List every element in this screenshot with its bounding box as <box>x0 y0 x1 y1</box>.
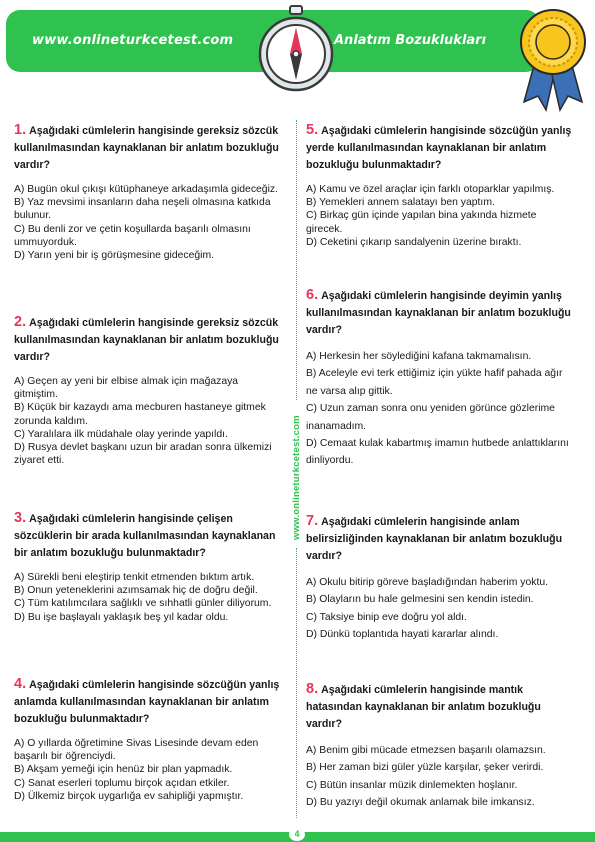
option-d[interactable]: D) Bu yazıyı değil okumak anlamak bile imkansız. <box>306 797 535 809</box>
option-a[interactable]: A) O yıllarda öğretimine Sivas Lisesinde devam eden başarılı bir öğrenciydi. <box>14 738 259 763</box>
question-stem: 7. Aşağıdaki cümlelerin hangisinde anlam belirsizliğinden kaynaklanan bir anlatım bozukluğu vardır? <box>306 513 563 562</box>
question-stem: 1. Aşağıdaki cümlelerin hangisinde gereksiz sözcük kullanılmasından kaynaklanan bir anlatım bozukluğu vardır? <box>14 122 279 171</box>
option-a[interactable]: A) Geçen ay yeni bir elbise almak için mağazaya gitmiştim. <box>14 376 239 401</box>
option-b[interactable]: B) Yaz mevsimi insanların daha neşeli olmasına katkıda bulunur. <box>14 197 271 222</box>
question-1 <box>14 122 282 262</box>
question-3 <box>14 510 282 624</box>
option-b[interactable]: B) Onun yeteneklerini azımsamak hiç de doğru değil. <box>14 585 258 597</box>
option-c[interactable]: C) Bu denli zor ve çetin koşullarda başarılı olmasını ummuyorduk. <box>14 223 251 248</box>
option-b[interactable]: B) Aceleyle evi terk ettiğimiz için yükte hafif pahada ağır ne varsa alıp gittik. <box>306 368 563 397</box>
site-url[interactable]: www.onlineturkcetest.com <box>32 33 234 48</box>
option-d[interactable]: D) Yarın yeni bir iş görüşmesine gideceğim. <box>14 250 215 262</box>
option-b[interactable]: B) Yemekleri annem salatayı ben yaptım. <box>306 197 495 209</box>
options <box>306 742 574 812</box>
option-d[interactable]: D) Cemaat kulak kabartmış imamın hutbede anlattıklarını dinliyordu. <box>306 438 569 467</box>
options <box>14 737 282 803</box>
option-d[interactable]: D) Dünkü toplantıda hayati kararlar alındı. <box>306 629 499 641</box>
column-divider-bottom <box>296 548 297 818</box>
option-c[interactable]: C) Yaralılara ilk müdahale olay yerinde yapıldı. <box>14 428 228 440</box>
option-a[interactable]: A) Herkesin her söylediğini kafana takmamalısın. <box>306 351 532 362</box>
question-stem: 3. Aşağıdaki cümlelerin hangisinde çelişen sözcüklerin bir arada kullanılmasından kaynaklanan bir anlatım bozukluğu bulunmaktadır? <box>14 510 276 559</box>
question-number: 8. <box>306 681 319 697</box>
option-c[interactable]: C) Birkaç gün içinde yapılan bina yakında hizmete girecek. <box>306 210 537 235</box>
option-b[interactable]: B) Her zaman bizi güler yüzle karşılar, şeker verirdi. <box>306 762 544 774</box>
question-4 <box>14 676 282 803</box>
question-6 <box>306 287 574 470</box>
question-stem: 6. Aşağıdaki cümlelerin hangisinde deyimin yanlış kullanılmasından kaynaklanan bir anlatım bozukluğu vardır? <box>306 287 571 336</box>
option-b[interactable]: B) Küçük bir kazaydı ama mecburen hastaneye gitmek zorunda kaldım. <box>14 402 266 427</box>
option-a[interactable]: A) Kamu ve özel araçlar için farklı otoparklar yapılmış. <box>306 184 555 195</box>
question-stem: 5. Aşağıdaki cümlelerin hangisinde sözcüğün yanlış yerde kullanılmasından kaynaklanan bir anlatım bozukluğu bulunmaktadır? <box>306 122 572 171</box>
award-ribbon-icon <box>514 6 592 112</box>
question-8 <box>306 681 574 812</box>
question-number: 1. <box>14 122 27 138</box>
option-d[interactable]: D) Ceketini çıkarıp sandalyenin üzerine bıraktı. <box>306 236 522 248</box>
option-b[interactable]: B) Akşam yemeği için henüz bir plan yapmadık. <box>14 764 233 776</box>
question-number: 2. <box>14 314 27 330</box>
option-a[interactable]: A) Okulu bitirip göreve başladığından haberim yoktu. <box>306 577 549 588</box>
options <box>306 348 574 470</box>
option-d[interactable]: D) Bu işe başlayalı yaklaşık beş yıl kadar oldu. <box>14 611 229 623</box>
column-divider-top <box>296 120 297 400</box>
option-d[interactable]: D) Rusya devlet başkanı uzun bir aradan sonra ülkemizi ziyaret etti. <box>14 442 272 467</box>
compass-icon <box>256 4 336 92</box>
option-c[interactable]: C) Uzun zaman sonra onu yeniden görünce gözlerime inanamadım. <box>306 403 555 432</box>
question-number: 6. <box>306 287 319 303</box>
option-b[interactable]: B) Olayların bu hale gelmesini sen kendin istedin. <box>306 594 534 606</box>
options <box>14 375 282 467</box>
option-c[interactable]: C) Taksiye binip eve doğru yol aldı. <box>306 611 467 623</box>
question-number: 5. <box>306 122 319 138</box>
question-stem: 8. Aşağıdaki cümlelerin hangisinde mantık hatasından kaynaklanan bir anlatım bozukluğu vardır? <box>306 681 541 730</box>
question-5 <box>306 122 574 249</box>
option-c[interactable]: C) Bütün insanlar müzik dinlemekten hoşlanır. <box>306 779 518 791</box>
question-number: 7. <box>306 513 319 529</box>
option-c[interactable]: C) Tüm katılımcılara sağlıklı ve sıhhatli günler diliyorum. <box>14 598 272 610</box>
options <box>14 571 282 624</box>
option-a[interactable]: A) Benim gibi mücade etmezsen başarılı olamazsın. <box>306 745 546 756</box>
option-d[interactable]: D) Ülkemiz birçok uygarlığa ev sahipliği yapmıştır. <box>14 790 244 802</box>
options <box>306 574 574 644</box>
options <box>14 183 282 262</box>
option-a[interactable]: A) Sürekli beni eleştirip tenkit etmenden bıktım artık. <box>14 572 255 583</box>
question-7 <box>306 513 574 644</box>
options <box>306 183 574 249</box>
page-number: 4 <box>289 828 305 841</box>
option-a[interactable]: A) Bugün okul çıkışı kütüphaneye arkadaşımla gideceğiz. <box>14 184 278 195</box>
question-stem: 2. Aşağıdaki cümlelerin hangisinde gereksiz sözcük kullanılmasından kaynaklanan bir anlatım bozukluğu vardır? <box>14 314 279 363</box>
topic-title: Anlatım Bozuklukları <box>334 33 487 48</box>
question-number: 4. <box>14 676 27 692</box>
question-stem: 4. Aşağıdaki cümlelerin hangisinde sözcüğün yanlış anlamda kullanılmasından kaynaklanan bir anlatım bozukluğu bulunmaktadır? <box>14 676 280 725</box>
question-2 <box>14 314 282 467</box>
question-number: 3. <box>14 510 27 526</box>
side-site-url: www.onlineturkcetest.com <box>291 415 302 540</box>
option-c[interactable]: C) Sanat eserleri toplumu birçok açıdan etkiler. <box>14 777 230 789</box>
